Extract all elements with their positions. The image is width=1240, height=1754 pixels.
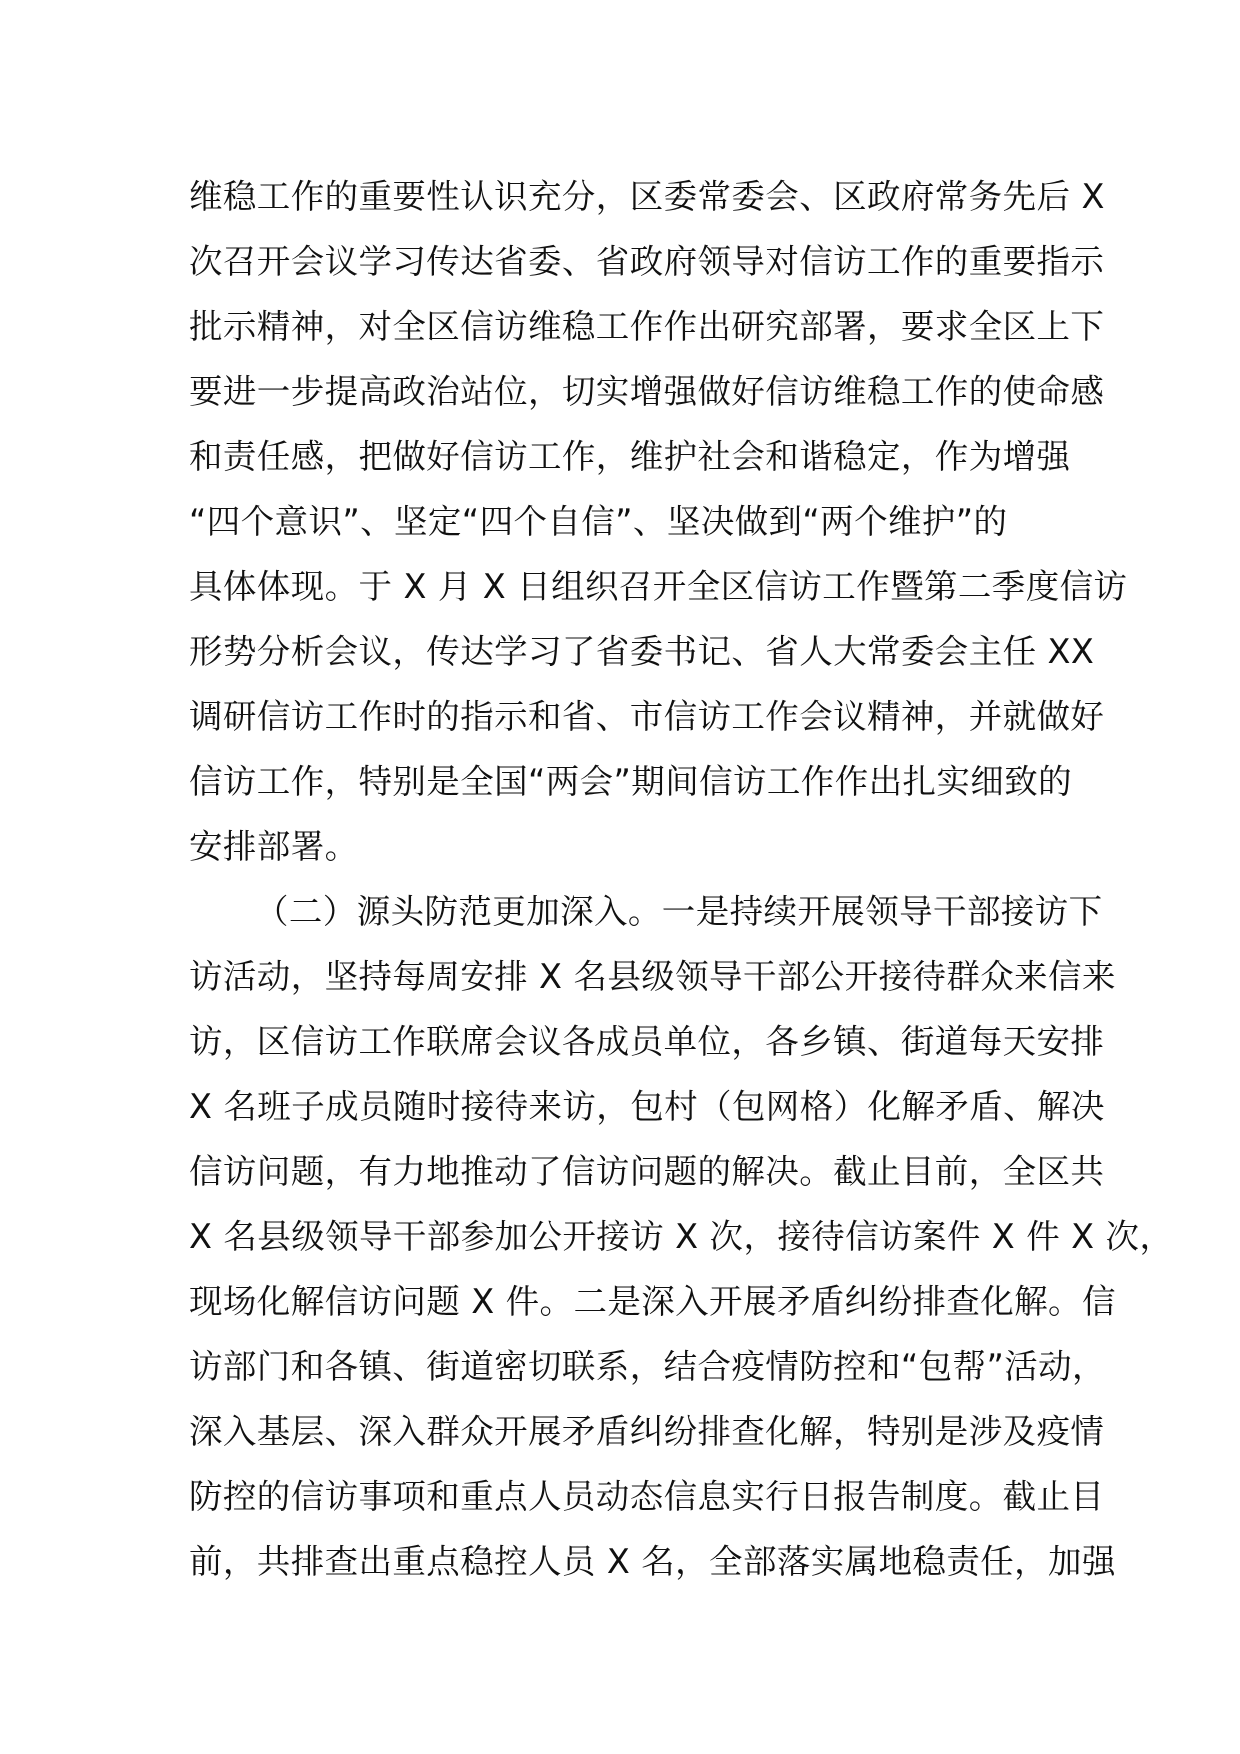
text-line: 具体体现。于 X 月 X 日组织召开全区信访工作暨第二季度信访 xyxy=(189,567,1128,606)
text-line: 信访问题，有力地推动了信访问题的解决。截止目前，全区共 xyxy=(189,1152,1105,1191)
text-line: 访活动，坚持每周安排 X 名县级领导干部公开接待群众来信来 xyxy=(189,957,1116,996)
document-body xyxy=(189,164,1174,1594)
text-line: 批示精神，对全区信访维稳工作作出研究部署，要求全区上下 xyxy=(189,307,1105,346)
text-line: X 名班子成员随时接待来访，包村（包网格）化解矛盾、解决 xyxy=(189,1087,1105,1126)
text-line: 形势分析会议，传达学习了省委书记、省人大常委会主任 XX xyxy=(189,632,1095,671)
text-line: “四个意识”、坚定“四个自信”、坚决做到“两个维护”的 xyxy=(189,502,1008,541)
text-line: 信访工作，特别是全国“两会”期间信访工作作出扎实细致的 xyxy=(189,762,1073,801)
text-line: 访部门和各镇、街道密切联系，结合疫情防控和“包帮”活动， xyxy=(189,1347,1106,1386)
text-line: 次召开会议学习传达省委、省政府领导对信访工作的重要指示 xyxy=(189,242,1105,281)
text-line: X 名县级领导干部参加公开接访 X 次，接待信访案件 X 件 X 次， xyxy=(189,1217,1174,1256)
paragraph-1 xyxy=(189,164,1128,879)
text-line: 访，区信访工作联席会议各成员单位，各乡镇、街道每天安排 xyxy=(189,1022,1105,1061)
text-line: 调研信访工作时的指示和省、市信访工作会议精神，并就做好 xyxy=(189,697,1105,736)
text-line: 和责任感，把做好信访工作，维护社会和谐稳定，作为增强 xyxy=(189,437,1071,476)
text-line: 安排部署。 xyxy=(189,827,359,866)
paragraph-2 xyxy=(189,879,1174,1594)
text-line: 前，共排查出重点稳控人员 X 名，全部落实属地稳责任，加强 xyxy=(189,1542,1116,1581)
section-heading-line: （二）源头防范更加深入。一是持续开展领导干部接访下 xyxy=(255,892,1103,931)
text-line: 维稳工作的重要性认识充分，区委常委会、区政府常务先后 X xyxy=(189,177,1105,216)
text-line: 现场化解信访问题 X 件。二是深入开展矛盾纠纷排查化解。信 xyxy=(189,1282,1116,1321)
text-line: 要进一步提高政治站位，切实增强做好信访维稳工作的使命感 xyxy=(189,372,1105,411)
text-line: 深入基层、深入群众开展矛盾纠纷排查化解，特别是涉及疫情 xyxy=(189,1412,1105,1451)
text-line: 防控的信访事项和重点人员动态信息实行日报告制度。截止目 xyxy=(189,1477,1105,1516)
